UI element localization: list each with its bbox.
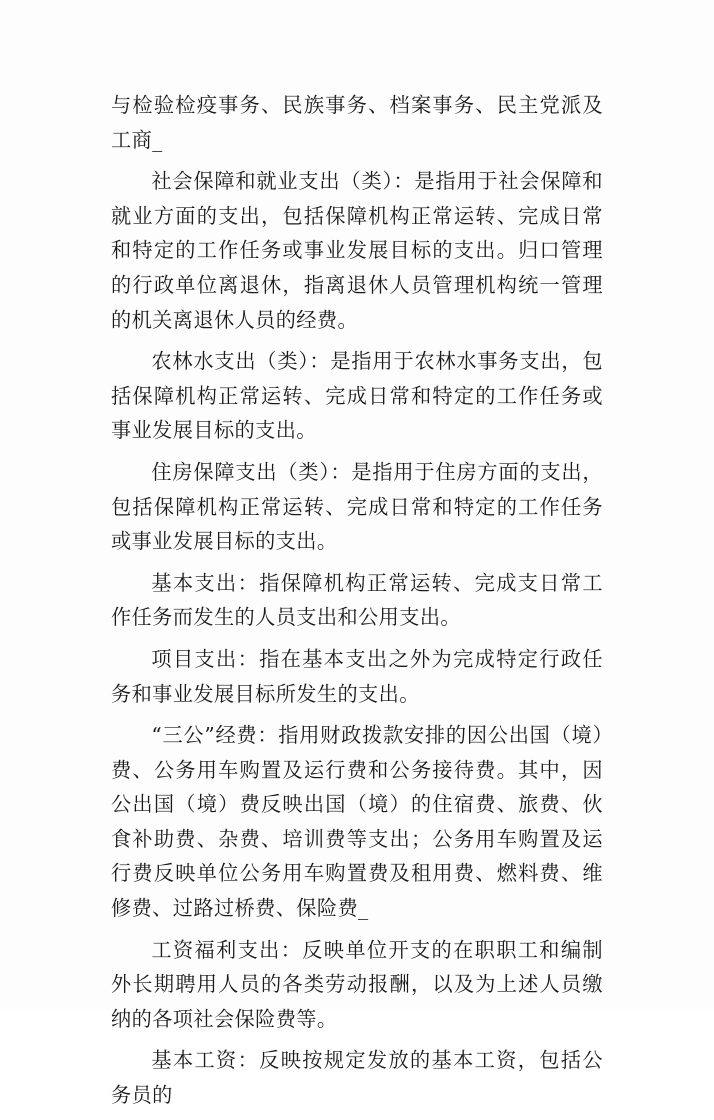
- paragraph-continuation: 与检验检疫事务、民族事务、档案事务、民主党派及工商_: [111, 93, 603, 152]
- paragraph-basic-expenditure: 基本支出：指保障机构正常运转、完成支日常工作任务而发生的人员支出和公用支出。: [111, 570, 603, 630]
- paragraph-three-public: “三公”经费：指用财政拨款安排的因公出国（境）费、公务用车购置及运行费和公务接待费。其中，因公出国（境）费反映出国（境）的住宿费、旅费、伙食补助费、杂费、培训费等支出；公务用车购置及运行费反映单位公务用车购置费及租用费、燃料费、维修费、过路过桥费、保险费_: [111, 723, 603, 921]
- paragraph-social-security: 社会保障和就业支出（类）：是指用于社会保障和就业方面的支出，包括保障机构正常运转、完成日常和特定的工作任务或事业发展目标的支出。归口管理的行政单位离退休，指离退休人员管理机构统一管理的机关离退休人员的经费。: [111, 169, 603, 332]
- document-body: [111, 88, 603, 1120]
- paragraph-housing: 住房保障支出（类）：是指用于住房方面的支出，包括保障机构正常运转、完成日常和特定的工作任务或事业发展目标的支出。: [111, 459, 603, 554]
- paragraph-salary-welfare: 工资福利支出：反映单位开支的在职职工和编制外长期聘用人员的各类劳动报酬，以及为上述人员缴纳的各项社会保险费等。: [111, 937, 603, 1031]
- paragraph-project-expenditure: 项目支出：指在基本支出之外为完成特定行政任务和事业发展目标所发生的支出。: [111, 646, 603, 706]
- paragraph-basic-salary: 基本工资：反映按规定发放的基本工资，包括公务员的: [111, 1048, 603, 1108]
- paragraph-agriculture: 农林水支出（类）：是指用于农林水事务支出，包括保障机构正常运转、完成日常和特定的工作任务或事业发展目标的支出。: [111, 349, 603, 443]
